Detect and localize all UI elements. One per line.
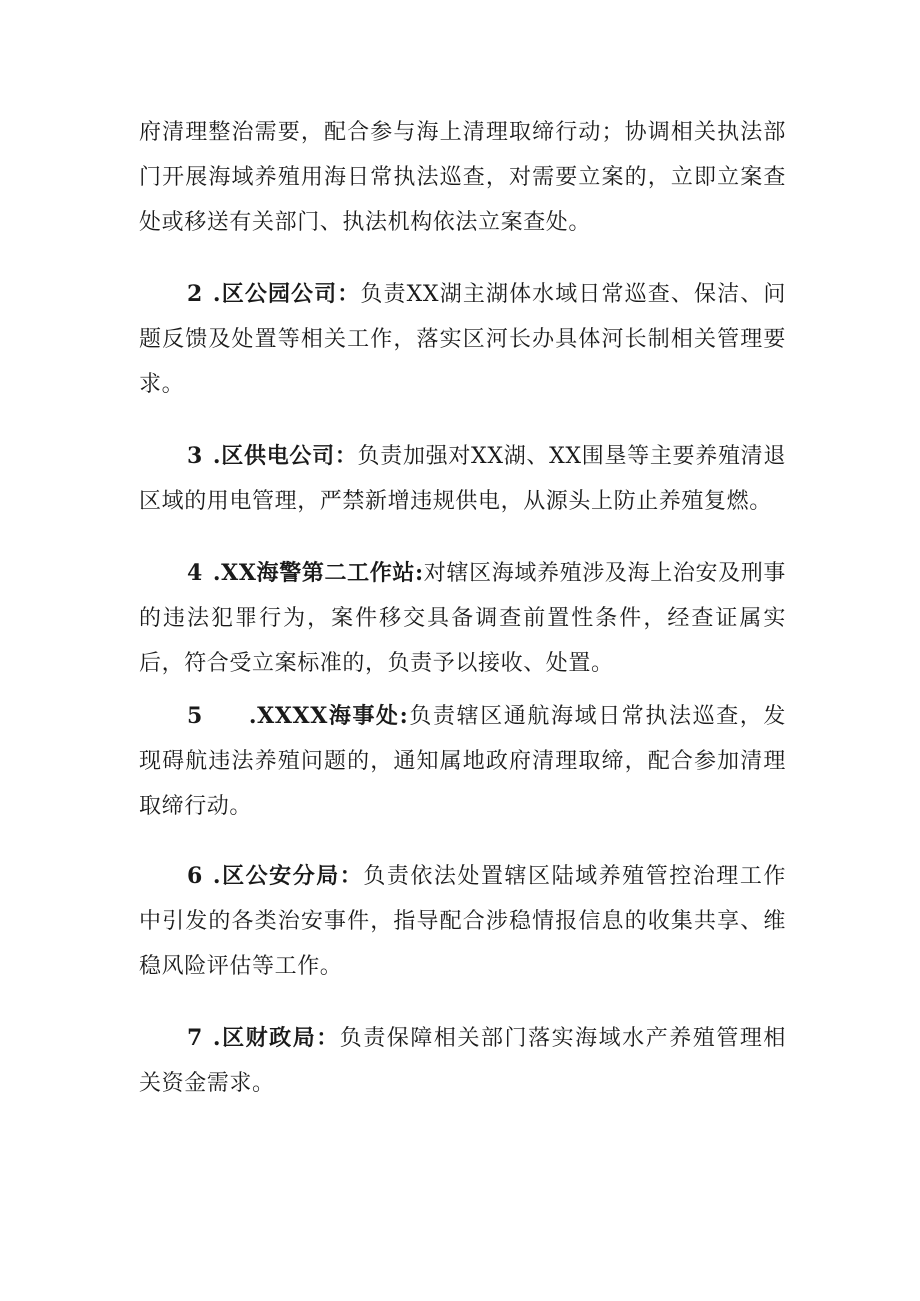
paragraph-district-power-company: [139, 434, 786, 524]
paragraph-text: 对辖区海域养殖涉及海上治安及刑事的违法犯罪行为，案件移交具备调查前置性条件，经查证属实后，符合受立案标准的，负责予以接收、处置。: [139, 561, 786, 676]
item-number: 5: [187, 703, 203, 729]
paragraph-text: 负责依法处置辖区陆域养殖管控治理工作中引发的各类治安事件，指导配合涉稳情报信息的收集共享、维稳风险评估等工作。: [139, 864, 786, 979]
paragraph-finance-bureau: [139, 1016, 786, 1106]
paragraph-text: 负责辖区通航海域日常执法巡查，发现碍航违法养殖问题的，通知属地政府清理取缔，配合参加清理取缔行动。: [139, 704, 786, 819]
paragraph-coast-guard-station: [139, 551, 786, 686]
item-heading: .区公园公司：: [212, 281, 361, 307]
paragraph-text: 负责XX湖主湖体水域日常巡查、保洁、问题反馈及处置等相关工作，落实区河长办具体河长制相关管理要求。: [139, 282, 786, 397]
paragraph-text: 负责加强对XX湖、XX围垦等主要养殖清退区域的用电管理，严禁新增违规供电，从源头上防止养殖复燃。: [139, 444, 786, 514]
paragraph-public-security-bureau: [139, 854, 786, 989]
item-number: 3: [187, 443, 203, 469]
item-number: 7: [187, 1025, 203, 1051]
item-heading: .XX海警第二工作站:: [212, 560, 424, 586]
item-number: 4: [187, 560, 203, 586]
item-heading: .XXXX海事处:: [248, 703, 409, 729]
paragraph-maritime-office: [139, 694, 786, 829]
item-heading: .区公安分局：: [212, 863, 364, 889]
item-heading: .区财政局：: [212, 1025, 340, 1051]
item-heading: .区供电公司：: [212, 443, 358, 469]
paragraph-continuation: [139, 110, 786, 245]
item-number: 2: [187, 281, 203, 307]
item-number: 6: [187, 863, 203, 889]
paragraph-district-park-company: [139, 272, 786, 407]
paragraph-text: 负责保障相关部门落实海域水产养殖管理相关资金需求。: [139, 1026, 787, 1096]
paragraph-text: 府清理整治需要，配合参与海上清理取缔行动；协调相关执法部门开展海域养殖用海日常执法巡查，对需要立案的，立即立案查处或移送有关部门、执法机构依法立案查处。: [139, 120, 786, 235]
